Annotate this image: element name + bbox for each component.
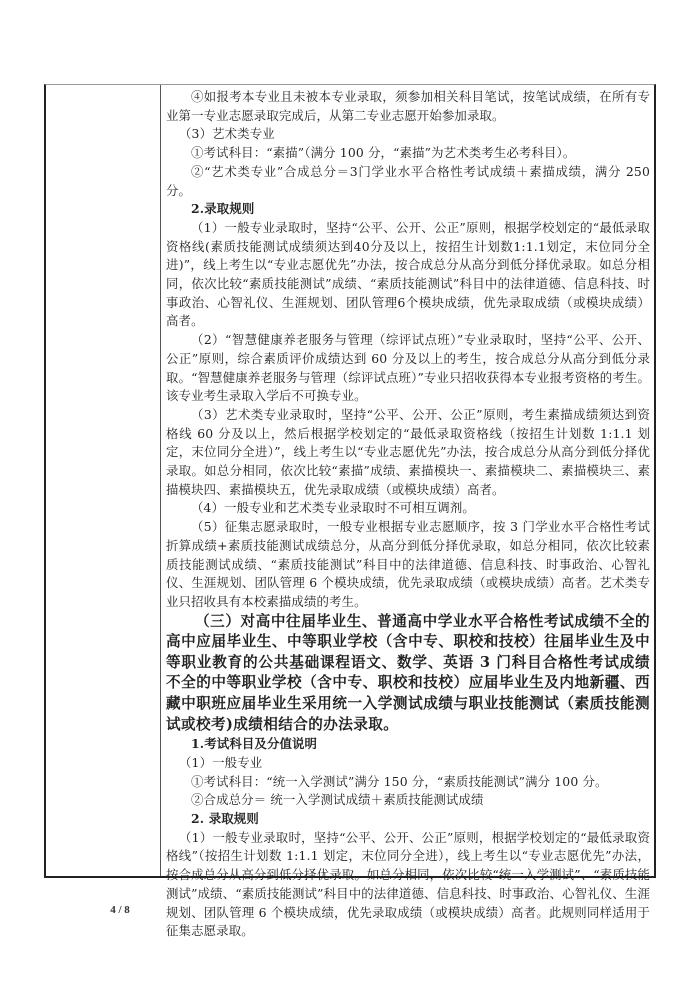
paragraph-general-admission: （1）一般专业录取时，坚持“公平、公开、公正”原则，根据学校划定的“最低录取资格线(素质技能测试成绩须达到40分及以上，按招生计划数1:1.1划定，末位同分全进)”，线上考生以“专业志愿优先”办法，按合成总分从高分到低分择优录取。如总分相同，依次比较“素质技能测试”成绩、“素质技能测试”科目中的法律道德、信息科技、时事政治、心智礼仪、生涯规划、团队管理6个模块成绩，优先录取成绩（或模块成绩）高者。 xyxy=(166,219,650,329)
paragraph-unified-total-score: ②合成总分＝ 统一入学测试成绩＋素质技能测试成绩 xyxy=(191,792,484,808)
paragraph-art-exam-subject: ①考试科目：“素描”（满分 100 分，“素描”为艺术类考生必考科目）。 xyxy=(191,145,576,161)
paragraph-retake-rule: ④如报考本专业且未被本专业录取，须参加相关科目笔试，按笔试成绩，在所有专业第一专业志愿录取完成后，从第二专业志愿开始参加录取。 xyxy=(166,89,650,123)
paragraph-smart-health-admission: （2）“智慧健康养老服务与管理（综评试点班）”专业录取时，坚持“公平、公开、公正”原则，综合素质评价成绩达到 60 分及以上的考生，按合成总分从高分到低分录取。“智慧健康养老服务与管理（综评试点班）”专业只招收获得本专业报考资格的考生。该专业考生录取入学后不可换专业。 xyxy=(166,332,650,404)
section-heading-exam-subjects: 1.考试科目及分值说明 xyxy=(191,736,318,752)
paragraph-unified-exam-subjects: ①考试科目：“统一入学测试”满分 150 分，“素质技能测试”满分 100 分。 xyxy=(191,773,608,789)
section-heading-admission-rules: 2.录取规则 xyxy=(191,201,255,217)
table-right-cell xyxy=(161,85,654,939)
paragraph-unified-admission: （1）一般专业录取时，坚持“公平、公开、公正”原则，根据学校划定的“最低录取资格线”（按招生计划数 1:1.1 划定，末位同分全进），线上考生以“专业志愿优先”办法，按合成总分从高分到低分择优录取。如总分相同，依次比较“统一入学测试”、“素质技能测试”成绩、“素质技能测试”科目中的法律道德、信息科技、时事政治、心智礼仪、生涯规划、团队管理 6 个模块成绩，优先录取成绩（或模块成绩）高者。此规则同样适用于征集志愿录取。 xyxy=(166,829,650,939)
paragraph-art-admission: （3）艺术类专业录取时，坚持“公平、公开、公正”原则，考生素描成绩须达到资格线 60 分及以上，然后根据学校划定的“最低录取资格线（按招生计划数 1:1.1 划定，末位同分全进）”，线上考生以“专业志愿优先”办法，按合成总分从高分到低分择优录取。如总分相同，依次比较“素描”成绩、素描模块一、素描模块二、素描模块三、素描模块四、素描模块五，优先录取成绩（或模块成绩）高者。 xyxy=(166,406,650,497)
paragraph-no-transfer: （4）一般专业和艺术类专业录取时不可相互调剂。 xyxy=(191,500,475,516)
section-heading-admission-rules-2: 2. 录取规则 xyxy=(191,811,259,827)
page-number: 4 / 8 xyxy=(110,904,130,916)
paragraph-general-major-heading: （1）一般专业 xyxy=(179,754,263,770)
paragraph-art-major-heading: （3）艺术类专业 xyxy=(179,126,275,142)
table-left-cell xyxy=(46,85,161,876)
section-heading-part-three: （三）对高中往届毕业生、普通高中学业水平合格性考试成绩不全的高中应届毕业生、中等职业学校（含中专、职校和技校）往届毕业生及中等职业教育的公共基础课程语文、数学、英语 3 门科目合格性考试成绩不全的中等职业学校（含中专、职校和技校）应届毕业生及内地新疆、西藏中职班应届毕业生采用统一入学测试成绩与职业技能测试（素质技能测试或校考)成绩相结合的办法录取。 xyxy=(166,612,650,733)
paragraph-art-total-score: ②“艺术类专业”合成总分＝3门学业水平合格性考试成绩＋素描成绩，满分 250 分。 xyxy=(166,163,650,198)
paragraph-supplementary-admission: （5）征集志愿录取时，一般专业根据专业志愿顺序，按 3 门学业水平合格性考试折算成绩+素质技能测试成绩总分，从高分到低分择优录取，如总分相同，依次比较素质技能测试成绩、“素质技能测试”科目中的法律道德、信息科技、时事政治、心智礼仪、生涯规划、团队管理 6 个模块成绩，优先录取成绩（或模块成绩）高者。艺术类专业只招收具有本校素描成绩的考生。 xyxy=(166,519,650,609)
